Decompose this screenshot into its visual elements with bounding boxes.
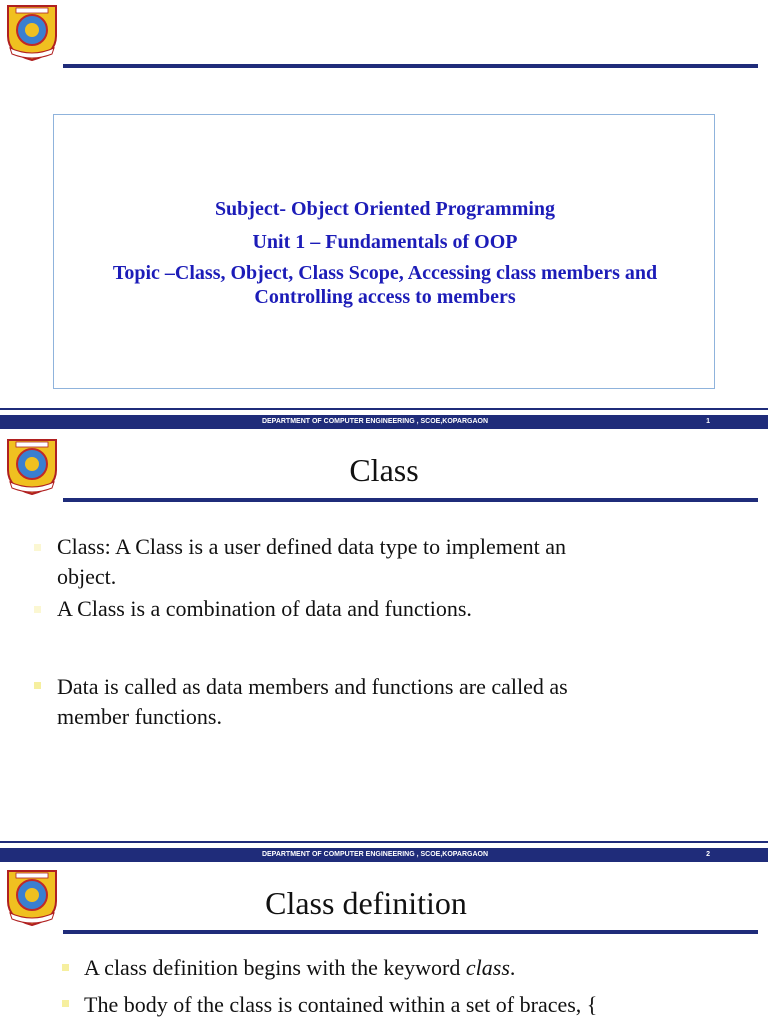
subject-text: Subject- Object Oriented Programming — [214, 198, 556, 220]
slide-footer — [0, 849, 768, 862]
footer-department: DEPARTMENT OF COMPUTER ENGINEERING , SCOE,KOPARGAON — [261, 851, 489, 858]
header-rule — [63, 498, 758, 502]
bullet-marker — [34, 606, 41, 613]
slide-title: Class — [349, 452, 419, 488]
slide-title: Class definition — [265, 885, 467, 921]
header-rule — [63, 930, 758, 934]
header-rule — [63, 64, 758, 68]
bullet-marker — [34, 682, 41, 689]
page-number: 2 — [706, 851, 710, 858]
class-keyword: class — [465, 955, 510, 980]
footer-department: DEPARTMENT OF COMPUTER ENGINEERING , SCOE,KOPARGAON — [261, 418, 489, 425]
slide-separator — [0, 410, 768, 415]
bullet-marker — [62, 1000, 69, 1007]
bullet-text: The body of the class is contained within a set of braces, { — [84, 992, 598, 1017]
bullet-text: A Class is a combination of data and functions. — [57, 596, 472, 621]
slide-1 — [0, 0, 768, 425]
bullet-text: Data is called as data members and functions are called as — [57, 674, 568, 699]
title-box — [53, 114, 715, 389]
slide-footer — [0, 416, 768, 429]
bullet-marker — [62, 964, 69, 971]
topic-text-line1: Topic –Class, Object, Class Scope, Accessing class members and — [112, 262, 658, 284]
bullet-text: object. — [57, 564, 117, 589]
bullet-marker — [34, 544, 41, 551]
bullet-suffix: . — [509, 955, 516, 980]
unit-text: Unit 1 – Fundamentals of OOP — [252, 231, 518, 253]
page-number: 1 — [706, 418, 710, 425]
bullet-text: Class: A Class is a user defined data type to implement an — [57, 534, 566, 559]
college-logo-icon — [2, 2, 62, 62]
bullet-text — [84, 953, 515, 983]
slide-3 — [0, 863, 768, 1024]
slide-separator — [0, 843, 768, 848]
bullet-text: member functions. — [57, 704, 222, 729]
slide-2 — [0, 430, 768, 828]
bullet-prefix: A class definition begins with the keyword — [84, 955, 466, 980]
topic-text-line2: Controlling access to members — [254, 286, 516, 308]
